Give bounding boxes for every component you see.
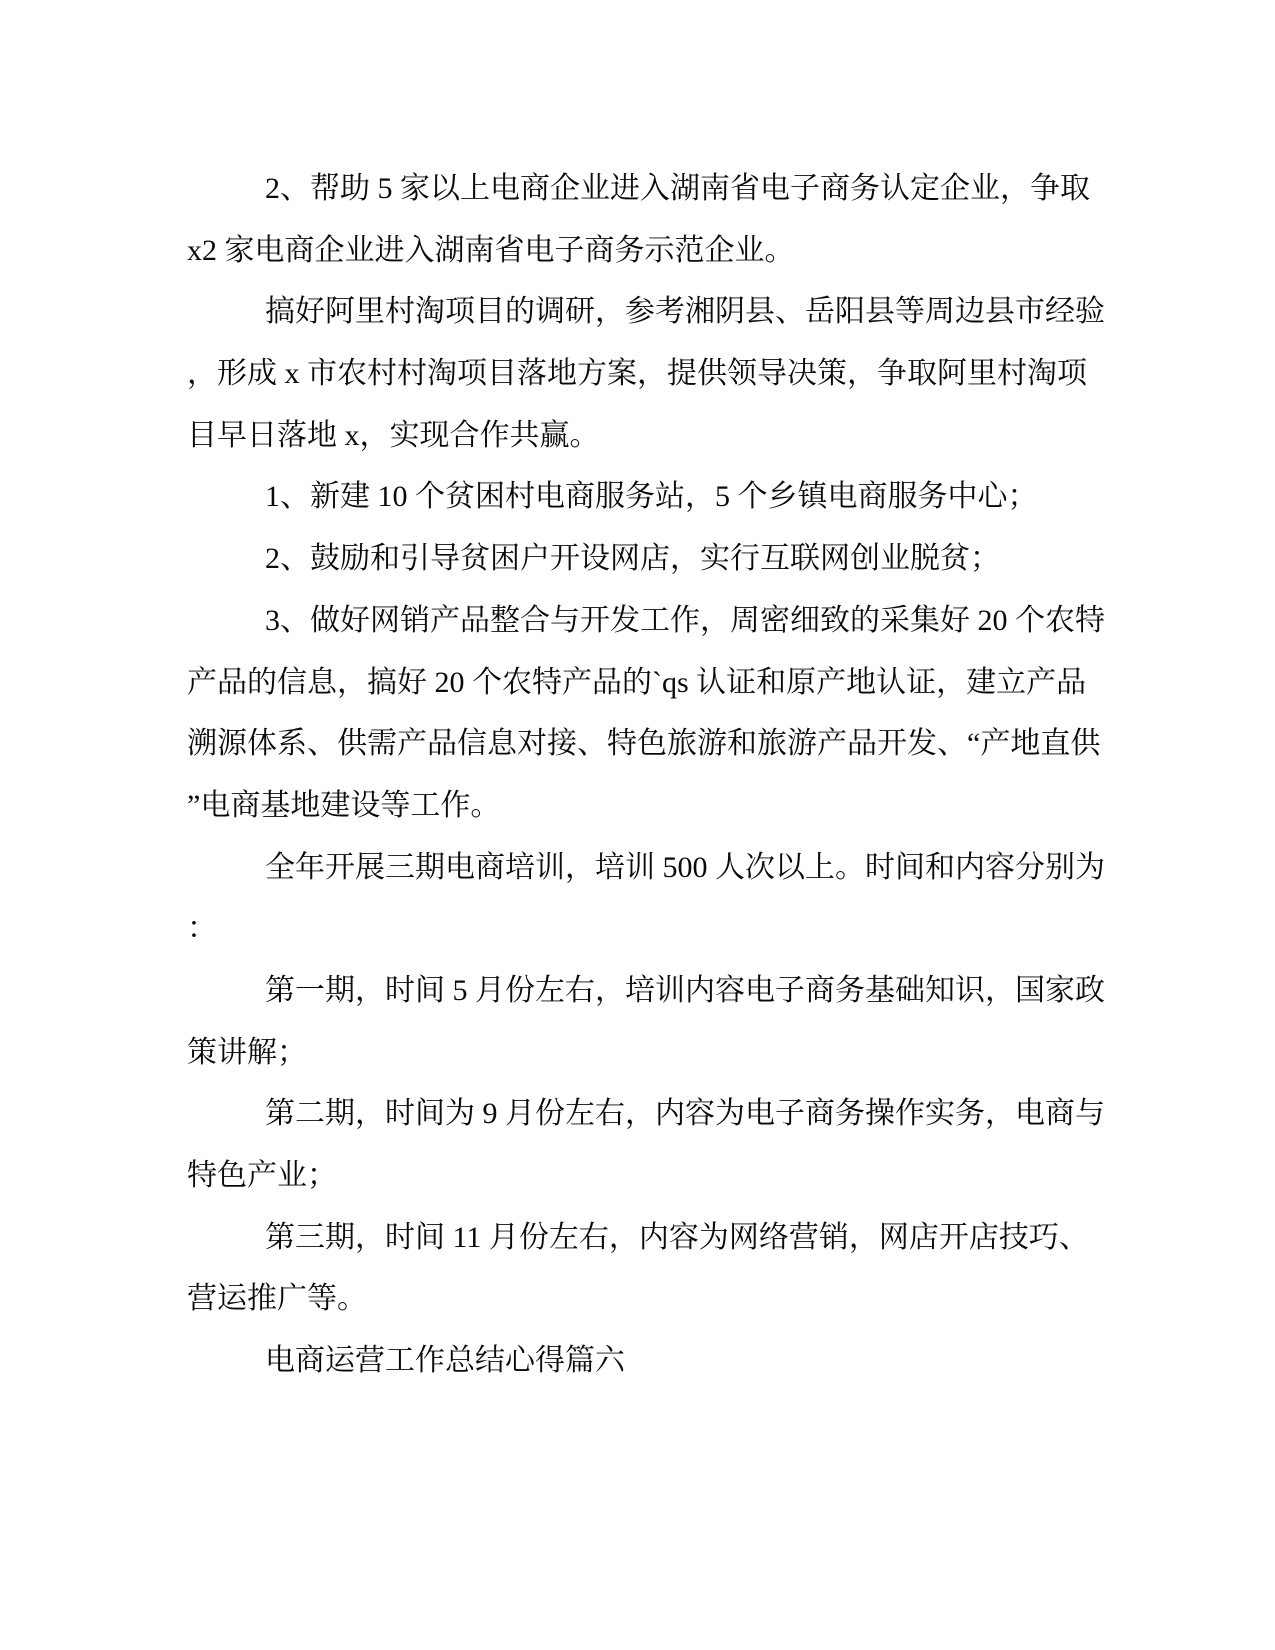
text-line: 营运推广等。 <box>187 1282 367 1316</box>
text-line: 第三期，时间 11 月份左右，内容为网络营销，网店开店技巧、 <box>265 1220 1089 1254</box>
text-line: ： <box>187 912 217 946</box>
text-line: 3、做好网销产品整合与开发工作，周密细致的采集好 20 个农特 <box>265 603 1105 637</box>
text-line: 2、鼓励和引导贫困户开设网店，实行互联网创业脱贫； <box>265 542 1000 576</box>
text-line: ”电商基地建设等工作。 <box>187 788 501 822</box>
text-line: 溯源体系、供需产品信息对接、特色旅游和旅游产品开发、“产地直供 <box>187 727 1101 761</box>
text-line: 产品的信息，搞好 20 个农特产品的`qs 认证和原产地认证，建立产品 <box>187 665 1087 699</box>
text-line: 电商运营工作总结心得篇六 <box>265 1344 625 1378</box>
document-text-block <box>187 158 1187 1392</box>
text-line: 第二期，时间为 9 月份左右，内容为电子商务操作实务，电商与 <box>265 1097 1105 1131</box>
text-line: 特色产业； <box>187 1159 337 1192</box>
text-line: 第一期，时间 5 月份左右，培训内容电子商务基础知识，国家政 <box>265 973 1105 1007</box>
text-line: 目早日落地 x，实现合作共赢。 <box>187 418 600 452</box>
text-line: x2 家电商企业进入湖南省电子商务示范企业。 <box>187 233 795 267</box>
text-line: 1、新建 10 个贫困村电商服务站，5 个乡镇电商服务中心； <box>265 480 1038 514</box>
text-line: 搞好阿里村淘项目的调研，参考湘阴县、岳阳县等周边县市经验 <box>265 295 1105 329</box>
text-line: ，形成 x 市农村村淘项目落地方案，提供领导决策，争取阿里村淘项 <box>187 357 1087 391</box>
text-line: 策讲解； <box>187 1035 307 1069</box>
text-line: 2、帮助 5 家以上电商企业进入湖南省电子商务认定企业，争取 <box>265 172 1090 205</box>
text-line: 全年开展三期电商培训，培训 500 人次以上。时间和内容分别为 <box>265 850 1105 884</box>
